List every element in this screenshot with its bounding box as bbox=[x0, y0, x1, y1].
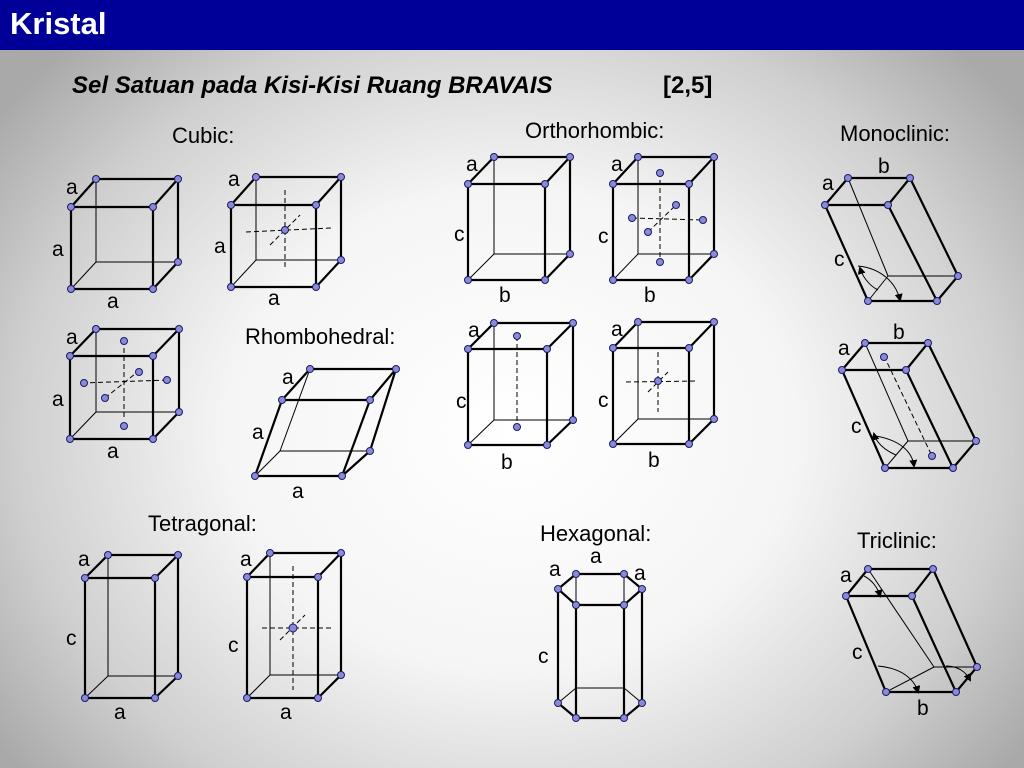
monoclinic-simple-cell bbox=[822, 155, 962, 305]
svg-text:a: a bbox=[214, 235, 226, 258]
svg-text:a: a bbox=[66, 326, 78, 349]
hexagonal-cell bbox=[538, 545, 646, 722]
svg-text:b: b bbox=[501, 451, 513, 474]
orthorhombic-body-centered-cell bbox=[598, 318, 718, 472]
rhombohedral-cell bbox=[252, 366, 400, 504]
svg-text:a: a bbox=[240, 548, 252, 571]
svg-text:a: a bbox=[114, 701, 126, 724]
svg-text:c: c bbox=[228, 634, 239, 657]
tetragonal-body-centered-cell bbox=[228, 548, 345, 724]
svg-text:a: a bbox=[280, 701, 292, 724]
svg-text:a: a bbox=[466, 153, 478, 176]
svg-text:a: a bbox=[611, 318, 623, 341]
svg-text:c: c bbox=[598, 225, 609, 248]
svg-text:c: c bbox=[454, 223, 465, 246]
tetragonal-simple-cell bbox=[66, 548, 182, 724]
svg-text:a: a bbox=[66, 176, 78, 199]
svg-text:c: c bbox=[834, 248, 845, 271]
svg-text:a: a bbox=[840, 564, 852, 587]
orthorhombic-simple-cell bbox=[454, 153, 574, 307]
svg-text:b: b bbox=[648, 449, 660, 472]
cubic-simple-cell bbox=[52, 176, 182, 314]
label-tetragonal: Tetragonal: bbox=[148, 511, 257, 536]
cubic-face-centered-cell bbox=[52, 326, 183, 464]
label-rhombohedral: Rhombohedral: bbox=[245, 324, 396, 349]
svg-text:c: c bbox=[598, 389, 609, 412]
svg-text:a: a bbox=[549, 558, 561, 581]
svg-text:a: a bbox=[107, 290, 119, 313]
label-monoclinic: Monoclinic: bbox=[840, 121, 951, 146]
svg-text:b: b bbox=[893, 321, 905, 344]
svg-text:a: a bbox=[107, 440, 119, 463]
svg-text:c: c bbox=[851, 415, 862, 438]
monoclinic-base-centered-cell bbox=[838, 321, 980, 472]
svg-text:c: c bbox=[456, 390, 467, 413]
svg-text:c: c bbox=[66, 627, 77, 650]
svg-text:a: a bbox=[292, 480, 304, 503]
svg-text:c: c bbox=[538, 645, 549, 668]
label-hexagonal: Hexagonal: bbox=[540, 521, 652, 546]
orthorhombic-face-centered-cell bbox=[598, 153, 718, 307]
subtitle: Sel Satuan pada Kisi-Kisi Ruang BRAVAIS bbox=[72, 72, 553, 99]
cubic-body-centered-cell bbox=[214, 168, 345, 310]
svg-text:a: a bbox=[52, 388, 64, 411]
svg-text:a: a bbox=[590, 545, 602, 568]
svg-text:a: a bbox=[52, 238, 64, 261]
label-cubic: Cubic: bbox=[172, 123, 235, 148]
svg-text:a: a bbox=[838, 337, 850, 360]
svg-text:a: a bbox=[468, 319, 480, 342]
svg-text:a: a bbox=[268, 287, 280, 310]
label-triclinic: Triclinic: bbox=[857, 528, 937, 553]
svg-text:b: b bbox=[917, 697, 929, 720]
label-orthorhombic: Orthorhombic: bbox=[525, 118, 665, 143]
slide-title: Kristal bbox=[10, 6, 107, 41]
svg-text:c: c bbox=[852, 641, 863, 664]
svg-text:b: b bbox=[499, 284, 511, 307]
svg-text:a: a bbox=[228, 168, 240, 191]
svg-text:a: a bbox=[282, 366, 294, 389]
svg-text:a: a bbox=[78, 548, 90, 571]
triclinic-cell bbox=[840, 564, 981, 720]
svg-text:b: b bbox=[878, 155, 890, 178]
svg-text:b: b bbox=[644, 284, 656, 307]
orthorhombic-base-centered-cell bbox=[456, 319, 577, 474]
reference: [2,5] bbox=[663, 72, 713, 99]
svg-text:a: a bbox=[252, 421, 264, 444]
svg-text:a: a bbox=[634, 562, 646, 585]
svg-text:a: a bbox=[822, 172, 834, 195]
svg-text:a: a bbox=[611, 153, 623, 176]
